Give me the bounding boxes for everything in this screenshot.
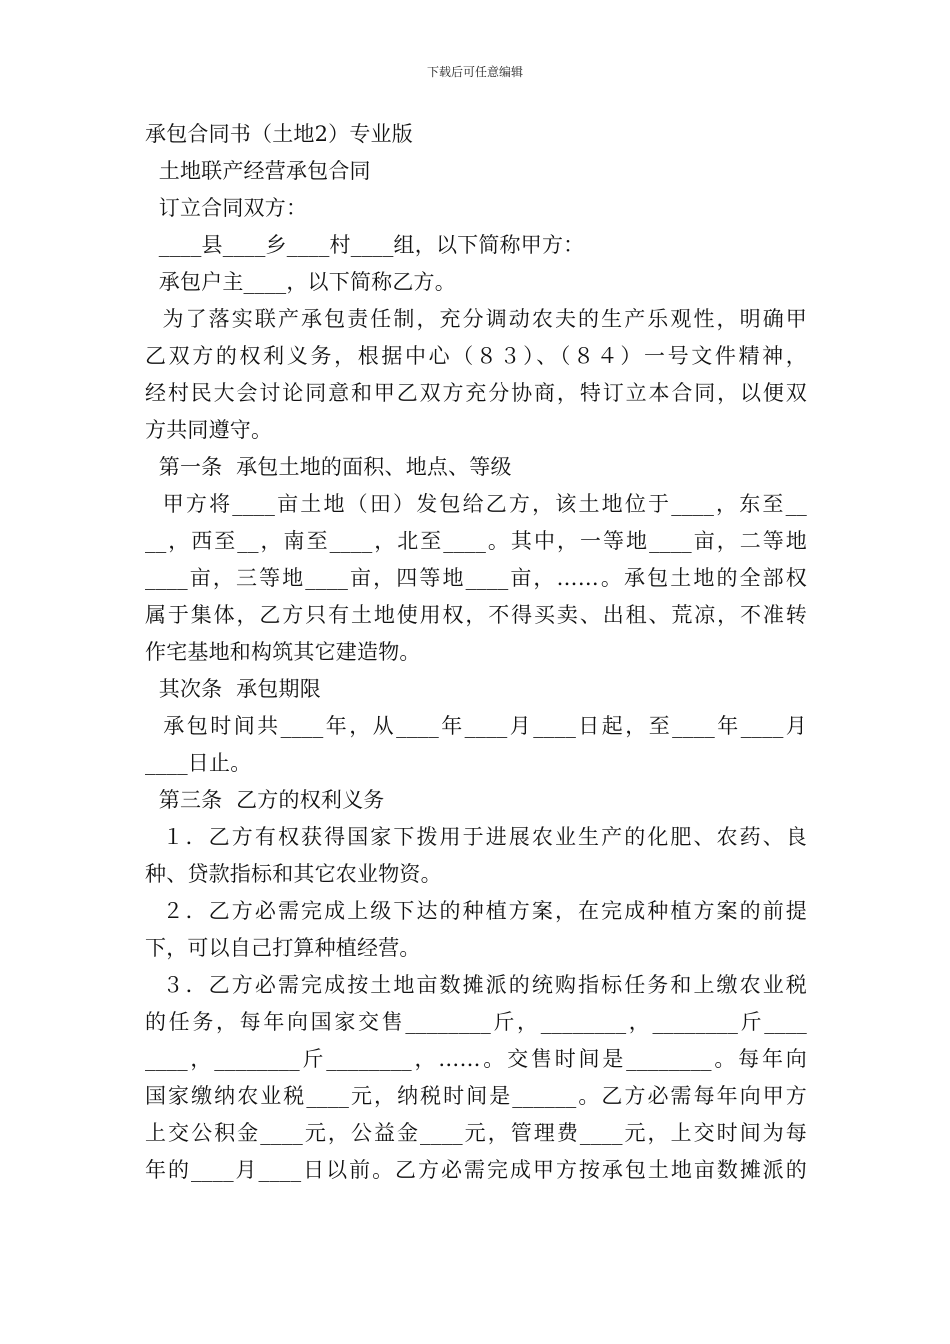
- page-header: 下载后可任意编辑: [426, 65, 523, 79]
- article-3-item-1: 种、贷款指标和其它农业物资。: [145, 862, 442, 886]
- party-a-line: ____县____乡____村____组，以下简称甲方：: [145, 233, 585, 257]
- article-3-item-3: ３．乙方必需完成按土地亩数摊派的统购指标任务和上缴农业税: [145, 973, 807, 997]
- article-3-item-1: １．乙方有权获得国家下拨用于进展农业生产的化肥、农药、良: [145, 825, 807, 849]
- parties-label: 订立合同双方：: [145, 196, 308, 220]
- article-3-item-3: 的任务，每年向国家交售________斤，________，________斤____: [145, 1010, 807, 1034]
- article-3-heading: 第三条 乙方的权利义务: [145, 788, 385, 812]
- article-1-line: 甲方将____亩土地（田）发包给乙方，该土地位于____，东至__: [145, 492, 807, 516]
- article-3-item-3: 年的____月____日以前。乙方必需完成甲方按承包土地亩数摊派的: [145, 1158, 807, 1182]
- article-1-line: __，西至__，南至____，北至____。其中，一等地____亩，二等地: [145, 529, 807, 553]
- party-b-line: 承包户主____，以下简称乙方。: [145, 270, 456, 294]
- article-3-item-3: 国家缴纳农业税____元，纳税时间是______。乙方必需每年向甲方: [145, 1084, 807, 1108]
- article-1-line: 作宅基地和构筑其它建造物。: [145, 640, 421, 664]
- article-1-heading: 第一条 承包土地的面积、地点、等级: [145, 455, 512, 479]
- article-3-item-2: 下，可以自己打算种植经营。: [145, 936, 421, 960]
- article-3-item-3: 上交公积金____元，公益金____元，管理费____元，上交时间为每: [145, 1121, 807, 1145]
- preamble-line: 为了落实联产承包责任制，充分调动农夫的生产乐观性，明确甲: [145, 307, 807, 331]
- preamble-line: 乙双方的权利义务，根据中心（８３）、（８４）一号文件精神，: [145, 344, 807, 368]
- article-1-line: ____亩，三等地____亩，四等地____亩，……。承包土地的全部权: [145, 566, 807, 590]
- document-body: [145, 116, 807, 1189]
- document-title: 承包合同书（土地2）专业版: [145, 122, 413, 146]
- article-1-line: 属于集体，乙方只有土地使用权，不得买卖、出租、荒凉，不准转: [145, 603, 807, 627]
- preamble-line: 经村民大会讨论同意和甲乙双方充分协商，特订立本合同，以便双: [145, 381, 807, 405]
- preamble-line: 方共同遵守。: [145, 418, 273, 442]
- article-3-item-2: ２．乙方必需完成上级下达的种植方案，在完成种植方案的前提: [145, 899, 807, 923]
- contract-heading: 土地联产经营承包合同: [145, 159, 371, 183]
- article-2-heading: 其次条 承包期限: [145, 677, 321, 701]
- article-2-line: ____日止。: [145, 751, 252, 775]
- article-2-line: 承包时间共____年，从____年____月____日起，至____年____月: [145, 714, 807, 738]
- article-3-item-3: ____，________斤________，……。交售时间是________。每年向: [145, 1047, 807, 1071]
